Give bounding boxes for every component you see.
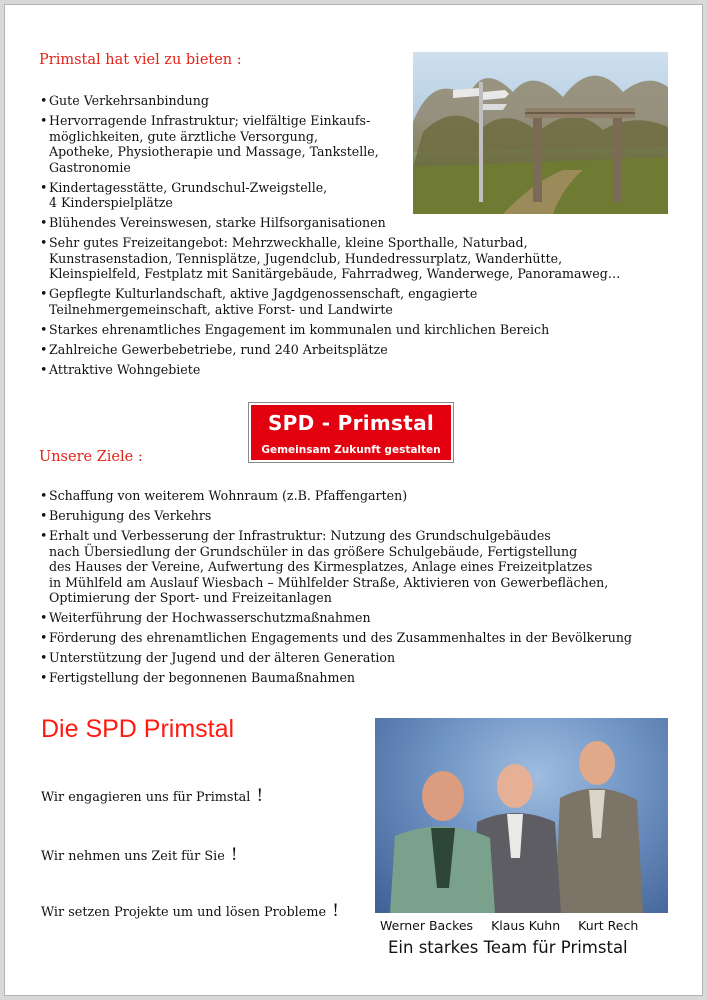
spd-primstal-title: Die SPD Primstal — [41, 715, 235, 743]
offer-item: • Kindertagesstätte, Grundschul-Zweigstelle, 4 Kinderspielplätze — [40, 180, 690, 211]
team-name: Klaus Kuhn — [491, 918, 561, 933]
motto-text: Wir nehmen uns Zeit für Sie — [41, 849, 225, 864]
offer-item: • Blühendes Vereinswesen, starke Hilfsorganisationen — [40, 215, 690, 231]
exclamation-mark: ! — [230, 845, 238, 865]
team-illustration — [375, 718, 668, 913]
motto-line — [41, 845, 238, 865]
goal-item: • Fertigstellung der begonnenen Baumaßnahmen — [40, 670, 695, 686]
flyer-page — [4, 4, 703, 996]
offer-item: • Sehr gutes Freizeitangebot: Mehrzweckhalle, kleine Sporthalle, Naturbad, Kunstrasenstadion, Tennisplätze, Jugendclub, Hundedressurplatz, Wanderhütte, Kleinspielfeld, Festplatz mit Sanitärgebäude, Fahrradweg, Wanderwege, Panoramaweg… — [40, 235, 690, 282]
offer-item: • Gute Verkehrsanbindung — [40, 93, 690, 109]
team-photo — [375, 718, 668, 913]
motto-text: Wir setzen Projekte um und lösen Probleme — [41, 905, 327, 920]
offer-item: • Starkes ehrenamtliches Engagement im kommunalen und kirchlichen Bereich — [40, 322, 690, 338]
offer-item: • Attraktive Wohngebiete — [40, 362, 690, 378]
goal-item: • Förderung des ehrenamtlichen Engagements und des Zusammenhaltes in der Bevölkerung — [40, 630, 695, 646]
landscape-photo — [413, 52, 668, 214]
team-names — [380, 918, 652, 933]
exclamation-mark: ! — [332, 901, 339, 921]
motto-line — [41, 901, 339, 921]
team-slogan: Ein starkes Team für Primstal — [388, 938, 628, 957]
logo-red-band — [251, 405, 451, 460]
goal-item: • Beruhigung des Verkehrs — [40, 508, 695, 524]
landscape-illustration — [413, 52, 668, 214]
motto-text: Wir engagieren uns für Primstal — [41, 790, 251, 805]
goal-item: • Unterstützung der Jugend und der älteren Generation — [40, 650, 695, 666]
offer-item: • Hervorragende Infrastruktur; vielfältige Einkaufs- möglichkeiten, gute ärztliche Versorgung, Apotheke, Physiotherapie und Massage, Tankstelle, Gastronomie — [40, 113, 690, 175]
section2-heading: Unsere Ziele : — [39, 449, 143, 465]
goal-item: • Schaffung von weiterem Wohnraum (z.B. Pfaffengarten) — [40, 488, 695, 504]
motto-line — [41, 786, 263, 806]
goals-list — [40, 488, 695, 690]
team-name: Kurt Rech — [578, 918, 639, 933]
goal-item: • Erhalt und Verbesserung der Infrastruktur: Nutzung des Grundschulgebäudes nach Übersiedlung der Grundschüler in das größere Schulgebäude, Fertigstellung des Hauses der Vereine, Aufwertung des Kirmesplatzes, Anlage eines Freizeitplatzes in Mühlfeld am Auslauf Wiesbach – Mühlfelder Straße, Aktivieren von Gewerbeflächen, Optimierung der Sport- und Freizeitanlagen — [40, 528, 695, 606]
spd-logo — [248, 402, 454, 463]
offer-item: • Zahlreiche Gewerbebetriebe, rund 240 Arbeitsplätze — [40, 342, 690, 358]
logo-slogan: Gemeinsam Zukunft gestalten — [261, 444, 441, 456]
section1-heading: Primstal hat viel zu bieten : — [39, 52, 242, 68]
team-name: Werner Backes — [380, 918, 474, 933]
logo-title: SPD - Primstal — [267, 411, 435, 435]
goal-item: • Weiterführung der Hochwasserschutzmaßnahmen — [40, 610, 695, 626]
offer-item: • Gepflegte Kulturlandschaft, aktive Jagdgenossenschaft, engagierte Teilnehmergemeinschaft, aktive Forst- und Landwirte — [40, 286, 690, 317]
exclamation-mark: ! — [256, 786, 264, 806]
